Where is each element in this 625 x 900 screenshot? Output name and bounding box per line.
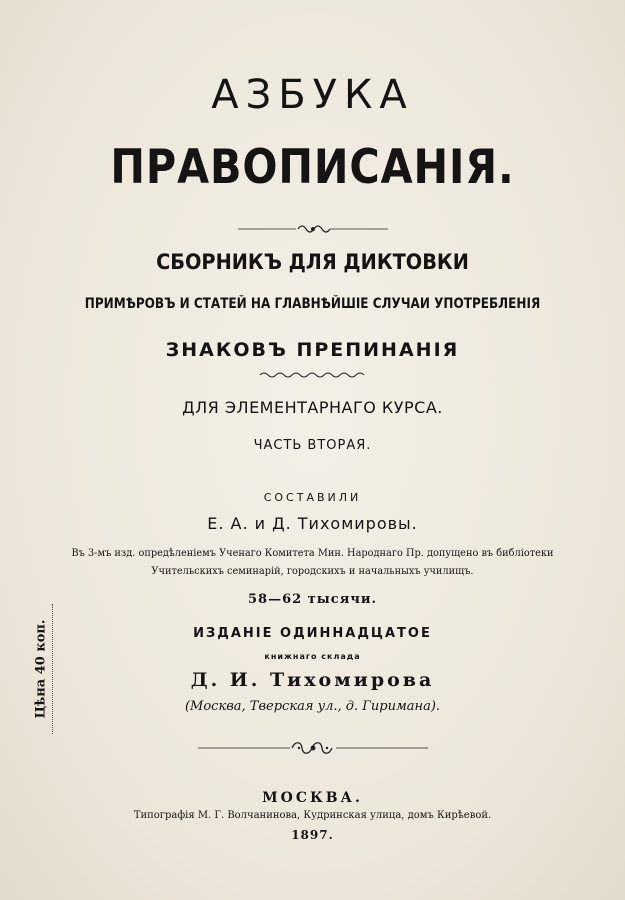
edition-text: ИЗДАНІЕ ОДИННАДЦАТОЕ [193,626,432,641]
divider-ornament-top [0,222,625,236]
divider-squiggle [0,370,625,380]
title-line-2: ПРАВОПИСАНІЯ. [110,140,515,195]
approval-line-1: Въ 3-мъ изд. опредѣленіемъ Ученаго Комитета Мин. Народнаго Пр. допущено въ библіотеки [71,547,554,559]
title-line-1: АЗБУКА [211,72,414,118]
compilers-label: СОСТАВИЛИ [263,491,362,504]
divider-ornament-bottom [0,740,625,756]
year-text: 1897. [291,828,334,842]
course-text: ДЛЯ ЭЛЕМЕНТАРНАГО КУРСА. [182,398,443,417]
subtitle-line-1: СБОРНИКЪ ДЛЯ ДИКТОВКИ [156,250,469,274]
price-text: Цѣна 40 коп. [33,619,49,719]
subtitle-line-3: ЗНАКОВЪ ПРЕПИНАНІЯ [165,339,460,361]
warehouse-label: книжнаго склада [264,652,361,661]
publisher-name: Д. И. Тихомирова [190,669,435,691]
part-text: ЧАСТЬ ВТОРАЯ. [253,438,372,453]
print-run: 58—62 тысячи. [248,592,377,607]
printer-text: Типографія М. Г. Волчанинова, Кудринская улица, домъ Кирѣевой. [133,809,492,821]
subtitle-line-2: ПРИМѢРОВЪ И СТАТЕЙ НА ГЛАВНѢЙШІЕ СЛУЧАИ УПОТРЕБЛЕНІЯ [84,296,541,312]
publisher-address: (Москва, Тверская ул., д. Гиримана). [184,699,441,714]
city-text: МОСКВА. [262,790,363,806]
approval-line-2: Учительскихъ семинарій, городскихъ и начальныхъ училищъ. [151,565,474,577]
compilers-names: Е. А. и Д. Тихомировы. [207,514,418,533]
price-margin-note [30,604,53,734]
